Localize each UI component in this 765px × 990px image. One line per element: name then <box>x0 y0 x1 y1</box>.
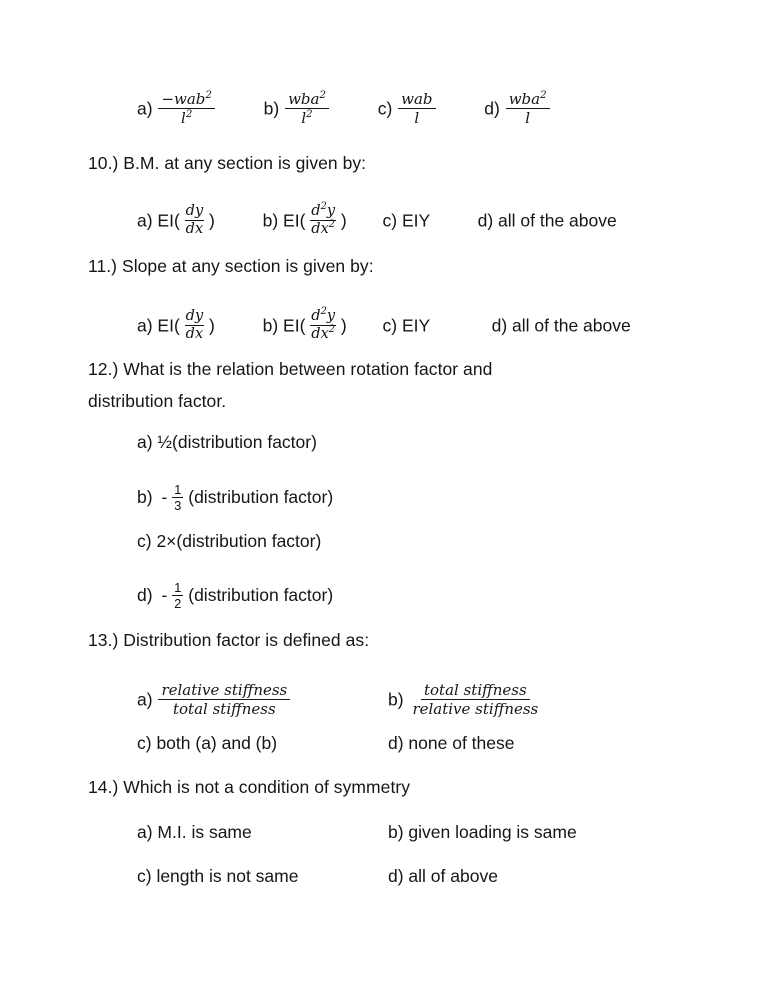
q11-option-b-label: b) EI( <box>262 315 306 336</box>
q11-option-c: c) EIY <box>382 315 430 336</box>
q13-option-a-fraction <box>158 682 290 717</box>
q11-option-b-denominator: $dx^2$ <box>311 324 336 343</box>
q9-option-a-label: a) <box>137 98 153 119</box>
q9-option-d-fraction <box>506 91 550 126</box>
q12-option-d-tail: (distribution factor) <box>188 585 334 606</box>
q13-option-b <box>388 683 542 718</box>
q13-option-b-label: b) <box>388 689 404 710</box>
question-13-text: 13.) Distribution factor is defined as: <box>88 630 370 650</box>
q12-option-b-tail: (distribution factor) <box>188 487 334 508</box>
q10-option-b-numerator: $d^2y$ <box>310 204 336 221</box>
q12-option-b-numerator: 1 <box>174 482 182 497</box>
question-10-options-row <box>137 201 617 238</box>
q9-option-c-numerator: wab <box>398 91 435 109</box>
question-12-text-line2: distribution factor. <box>88 391 227 411</box>
q11-option-a-derivative <box>185 309 204 342</box>
question-11-text: 11.) Slope at any section is given by: <box>88 256 374 276</box>
q11-option-b-close: ) <box>340 315 347 336</box>
q11-option-a-numerator: dy <box>185 309 204 326</box>
q10-option-b-denominator: $dx^2$ <box>311 219 336 238</box>
q10-option-b-derivative <box>310 201 336 238</box>
q10-option-d: d) all of the above <box>477 210 617 231</box>
q10-option-a-label: a) EI( <box>137 210 180 231</box>
q9-options-row <box>137 92 551 127</box>
q9-option-b-numerator: wba$^2$ <box>285 91 329 109</box>
q9-option-a-fraction <box>158 91 214 126</box>
q9-option-d-denominator: l <box>525 109 531 128</box>
q12-option-d-label: d) <box>137 585 153 606</box>
q13-option-c: c) both (a) and (b) <box>137 733 278 753</box>
q13-option-a-denominator: total stiffness <box>173 700 276 719</box>
q12-option-d <box>137 582 333 611</box>
q9-option-c-fraction <box>398 91 435 126</box>
q10-option-b-close: ) <box>340 210 347 231</box>
q11-option-d: d) all of the above <box>491 315 631 336</box>
q13-option-a <box>137 683 291 718</box>
q11-option-b-derivative <box>310 306 336 343</box>
q9-option-d-numerator: wba$^2$ <box>506 91 550 109</box>
q10-option-a-close: ) <box>209 210 215 231</box>
q10-option-b-label: b) EI( <box>262 210 306 231</box>
q9-option-b-fraction <box>285 91 329 126</box>
q13-option-a-numerator: relative stiffness <box>158 682 290 700</box>
q10-option-a-numerator: dy <box>185 204 204 221</box>
q12-option-d-denominator: 2 <box>174 596 182 611</box>
q12-option-b-denominator: 3 <box>174 498 182 513</box>
q11-option-a-denominator: dx <box>185 326 204 343</box>
q10-option-c: c) EIY <box>382 210 430 231</box>
q12-option-b-sign: - <box>161 487 168 508</box>
q12-option-b-fraction <box>172 483 183 512</box>
q13-option-b-fraction <box>409 682 541 717</box>
q9-option-a-numerator: −wab$^2$ <box>158 91 214 109</box>
q14-option-b: b) given loading is same <box>388 822 577 842</box>
q12-option-d-fraction <box>172 581 183 610</box>
q9-option-c-denominator: l <box>414 109 420 128</box>
q11-option-a-label: a) EI( <box>137 315 180 336</box>
q12-option-b-label: b) <box>137 487 153 508</box>
q9-option-a-denominator: $l^2$ <box>181 109 193 128</box>
q13-option-d: d) none of these <box>388 733 515 753</box>
question-12-text-line1: 12.) What is the relation between rotation factor and <box>88 359 493 379</box>
q9-option-d-label: d) <box>484 98 500 119</box>
question-10-text: 10.) B.M. at any section is given by: <box>88 153 367 173</box>
q10-option-a-denominator: dx <box>185 221 204 238</box>
q13-option-a-label: a) <box>137 689 153 710</box>
q10-option-a-derivative <box>185 204 204 237</box>
q9-option-c-label: c) <box>377 98 393 119</box>
q12-option-b <box>137 484 333 513</box>
q12-option-a: a) ½(distribution factor) <box>137 432 317 452</box>
q12-option-d-numerator: 1 <box>174 580 182 595</box>
q14-option-c: c) length is not same <box>137 866 299 886</box>
q12-option-c: c) 2×(distribution factor) <box>137 531 322 551</box>
q12-option-d-sign: - <box>161 585 168 606</box>
q11-option-b-numerator: $d^2y$ <box>310 309 336 326</box>
question-11-options-row <box>137 306 631 343</box>
question-14-text: 14.) Which is not a condition of symmetry <box>88 777 411 797</box>
q14-option-a: a) M.I. is same <box>137 822 252 842</box>
q13-option-b-denominator: relative stiffness <box>412 700 539 719</box>
q9-option-b-denominator: $l^2$ <box>301 109 313 128</box>
q14-option-d: d) all of above <box>388 866 498 886</box>
q11-option-a-close: ) <box>209 315 215 336</box>
q9-option-b-label: b) <box>263 98 280 119</box>
q13-option-b-numerator: total stiffness <box>421 682 530 700</box>
